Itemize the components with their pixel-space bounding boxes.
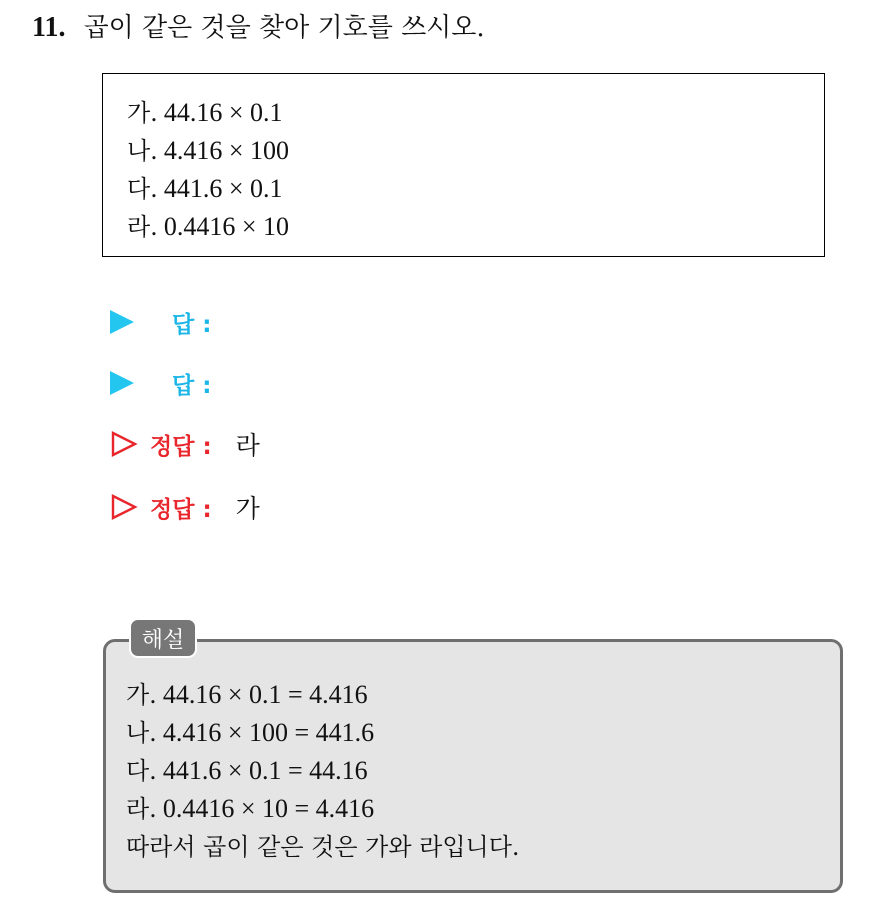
explanation-line — [126, 790, 840, 828]
explanation-conclusion: 따라서 곱이 같은 것은 가와 라입니다. — [126, 833, 520, 861]
correct-answer-label: 정답 : — [150, 433, 212, 460]
choice-label: 라. — [127, 213, 158, 241]
explanation-tab: 해설 — [129, 618, 197, 658]
choice-label: 나. — [127, 137, 158, 165]
explanation-line — [126, 676, 840, 714]
correct-answer-value: 라 — [235, 431, 260, 460]
explanation-line-expression: 0.4416 × 10 = 4.416 — [162, 794, 375, 823]
answer-prompt-row — [110, 302, 211, 342]
correct-answer-value: 가 — [235, 494, 260, 523]
outline-triangle-icon — [110, 493, 138, 521]
explanation-line-label: 나. — [126, 719, 157, 747]
question-text: 곱이 같은 것을 찾아 기호를 쓰시오. — [83, 13, 485, 43]
choice-ra — [127, 208, 824, 246]
choice-expression: 4.416 × 100 — [163, 136, 289, 165]
explanation-box — [103, 639, 843, 893]
explanation-line-label: 가. — [126, 681, 157, 709]
correct-answer-label: 정답 : — [150, 496, 212, 523]
explanation-line-expression: 441.6 × 0.1 = 44.16 — [162, 756, 368, 785]
question-title — [32, 10, 485, 46]
explanation-line-expression: 4.416 × 100 = 441.6 — [162, 718, 375, 747]
answer-prompt-row — [110, 363, 211, 403]
outline-triangle-icon — [110, 430, 138, 458]
choice-expression: 441.6 × 0.1 — [163, 174, 283, 203]
correct-answer-row — [110, 487, 260, 527]
choice-na — [127, 132, 824, 170]
play-triangle-icon — [110, 310, 134, 334]
choice-ga — [127, 94, 824, 132]
answer-prompt-label: 답 : — [172, 311, 212, 338]
explanation-line — [126, 714, 840, 752]
choices-box — [102, 73, 825, 257]
choice-expression: 44.16 × 0.1 — [163, 98, 283, 127]
correct-answer-row — [110, 424, 260, 464]
explanation-line-label: 라. — [126, 795, 157, 823]
choice-label: 다. — [127, 175, 158, 203]
explanation-line-expression: 44.16 × 0.1 = 4.416 — [162, 680, 368, 709]
choice-expression: 0.4416 × 10 — [163, 212, 289, 241]
answer-prompt-label: 답 : — [172, 372, 212, 399]
play-triangle-icon — [110, 371, 134, 395]
explanation-line-label: 다. — [126, 757, 157, 785]
choice-label: 가. — [127, 99, 158, 127]
explanation-line — [126, 752, 840, 790]
choice-da — [127, 170, 824, 208]
question-number: 11. — [32, 12, 66, 43]
